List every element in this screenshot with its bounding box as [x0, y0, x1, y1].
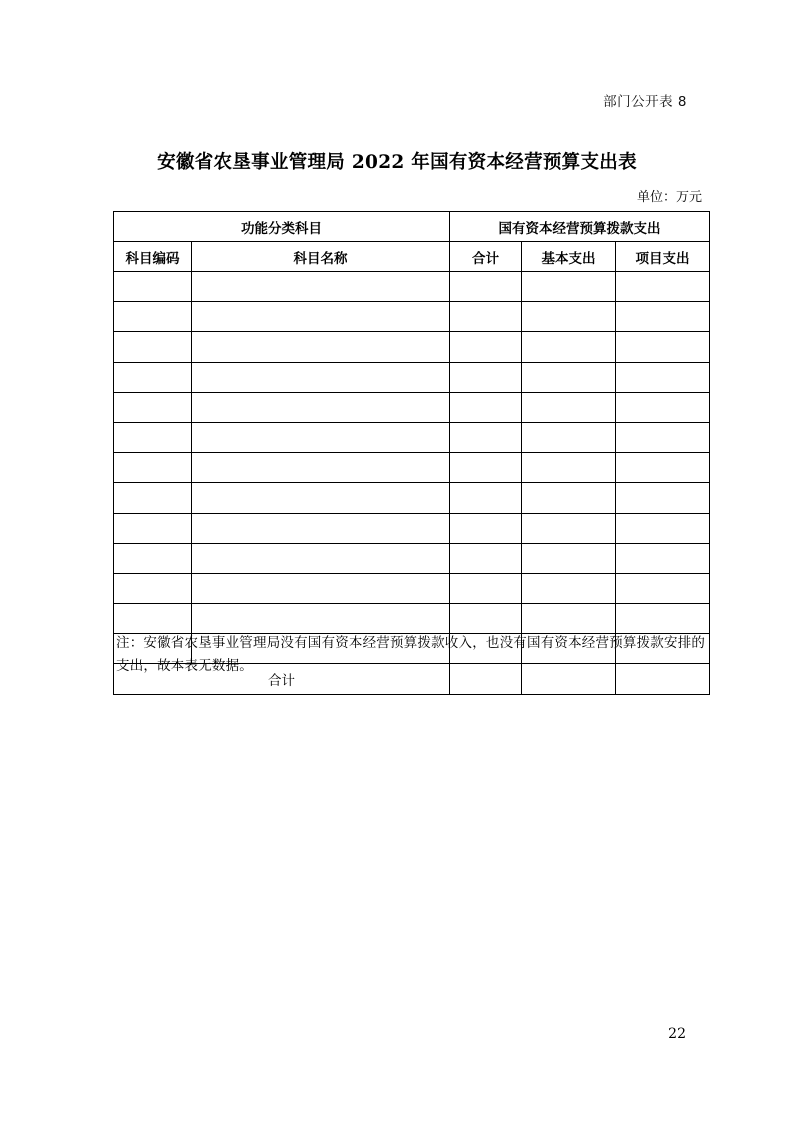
column-header-project-expenditure: 项目支出 [616, 242, 710, 272]
cell-total [450, 573, 522, 603]
cell-project-expenditure [616, 604, 710, 634]
cell-total [450, 604, 522, 634]
cell-total [450, 513, 522, 543]
cell-subject-code [114, 573, 192, 603]
table-row [114, 302, 710, 332]
table-row [114, 332, 710, 362]
table-row [114, 483, 710, 513]
group-header-functional-category: 功能分类科目 [114, 212, 450, 242]
group-header-state-capital-expenditure: 国有资本经营预算拨款支出 [450, 212, 710, 242]
cell-basic-expenditure [522, 392, 616, 422]
cell-subject-name [192, 362, 450, 392]
table-row [114, 392, 710, 422]
cell-subject-name [192, 543, 450, 573]
cell-total [450, 392, 522, 422]
table-body [114, 272, 710, 695]
cell-subject-code [114, 483, 192, 513]
cell-subject-code [114, 513, 192, 543]
cell-subject-name [192, 392, 450, 422]
table-head [114, 212, 710, 272]
cell-subject-name [192, 332, 450, 362]
table-row [114, 422, 710, 452]
cell-basic-expenditure [522, 302, 616, 332]
cell-subject-code [114, 272, 192, 302]
cell-subject-code [114, 453, 192, 483]
cell-subject-code [114, 332, 192, 362]
cell-subject-name [192, 573, 450, 603]
cell-basic-expenditure [522, 453, 616, 483]
cell-subject-code [114, 543, 192, 573]
cell-basic-expenditure [522, 543, 616, 573]
table-row [114, 362, 710, 392]
table-row [114, 573, 710, 603]
cell-project-expenditure [616, 422, 710, 452]
cell-basic-expenditure [522, 272, 616, 302]
cell-project-expenditure [616, 332, 710, 362]
cell-subject-code [114, 302, 192, 332]
cell-basic-expenditure [522, 362, 616, 392]
column-header-total: 合计 [450, 242, 522, 272]
unit-note: 单位：万元 [636, 190, 702, 205]
cell-subject-name [192, 272, 450, 302]
cell-total [450, 422, 522, 452]
cell-subject-name [192, 513, 450, 543]
cell-subject-code [114, 604, 192, 634]
cell-project-expenditure [616, 513, 710, 543]
cell-subject-name [192, 422, 450, 452]
cell-project-expenditure [616, 573, 710, 603]
table-row [114, 453, 710, 483]
cell-total [450, 543, 522, 573]
cell-subject-code [114, 392, 192, 422]
page-number: 22 [668, 1026, 686, 1042]
cell-basic-expenditure [522, 573, 616, 603]
cell-project-expenditure [616, 543, 710, 573]
cell-project-expenditure [616, 272, 710, 302]
table-row [114, 543, 710, 573]
document-header-label: 部门公开表 8 [603, 94, 687, 110]
table-note: 注：安徽省农垦事业管理局没有国有资本经营预算拨款收入，也没有国有资本经营预算拨款安排的支出，故本表无数据。 [116, 635, 706, 674]
cell-total [450, 362, 522, 392]
cell-total [450, 453, 522, 483]
cell-basic-expenditure [522, 332, 616, 362]
cell-project-expenditure [616, 392, 710, 422]
column-header-subject-code: 科目编码 [114, 242, 192, 272]
cell-project-expenditure [616, 302, 710, 332]
table-column-header-row [114, 242, 710, 272]
table-group-header-row [114, 212, 710, 242]
table-row [114, 513, 710, 543]
column-header-subject-name: 科目名称 [192, 242, 450, 272]
cell-subject-code [114, 422, 192, 452]
cell-project-expenditure [616, 453, 710, 483]
cell-basic-expenditure [522, 513, 616, 543]
cell-subject-name [192, 453, 450, 483]
cell-total [450, 302, 522, 332]
cell-total [450, 483, 522, 513]
cell-basic-expenditure [522, 604, 616, 634]
cell-total [450, 272, 522, 302]
page-title: 安徽省农垦事业管理局 2022 年国有资本经营预算支出表 [157, 152, 637, 173]
cell-total [450, 332, 522, 362]
cell-subject-name [192, 604, 450, 634]
cell-project-expenditure [616, 483, 710, 513]
cell-basic-expenditure [522, 422, 616, 452]
table-row [114, 272, 710, 302]
cell-project-expenditure [616, 362, 710, 392]
cell-subject-name [192, 302, 450, 332]
table-row [114, 604, 710, 634]
budget-table [113, 211, 710, 695]
cell-basic-expenditure [522, 483, 616, 513]
total-row-label: 合计 [114, 664, 450, 694]
cell-subject-name [192, 483, 450, 513]
cell-subject-code [114, 362, 192, 392]
budget-table-container [113, 211, 709, 695]
column-header-basic-expenditure: 基本支出 [522, 242, 616, 272]
